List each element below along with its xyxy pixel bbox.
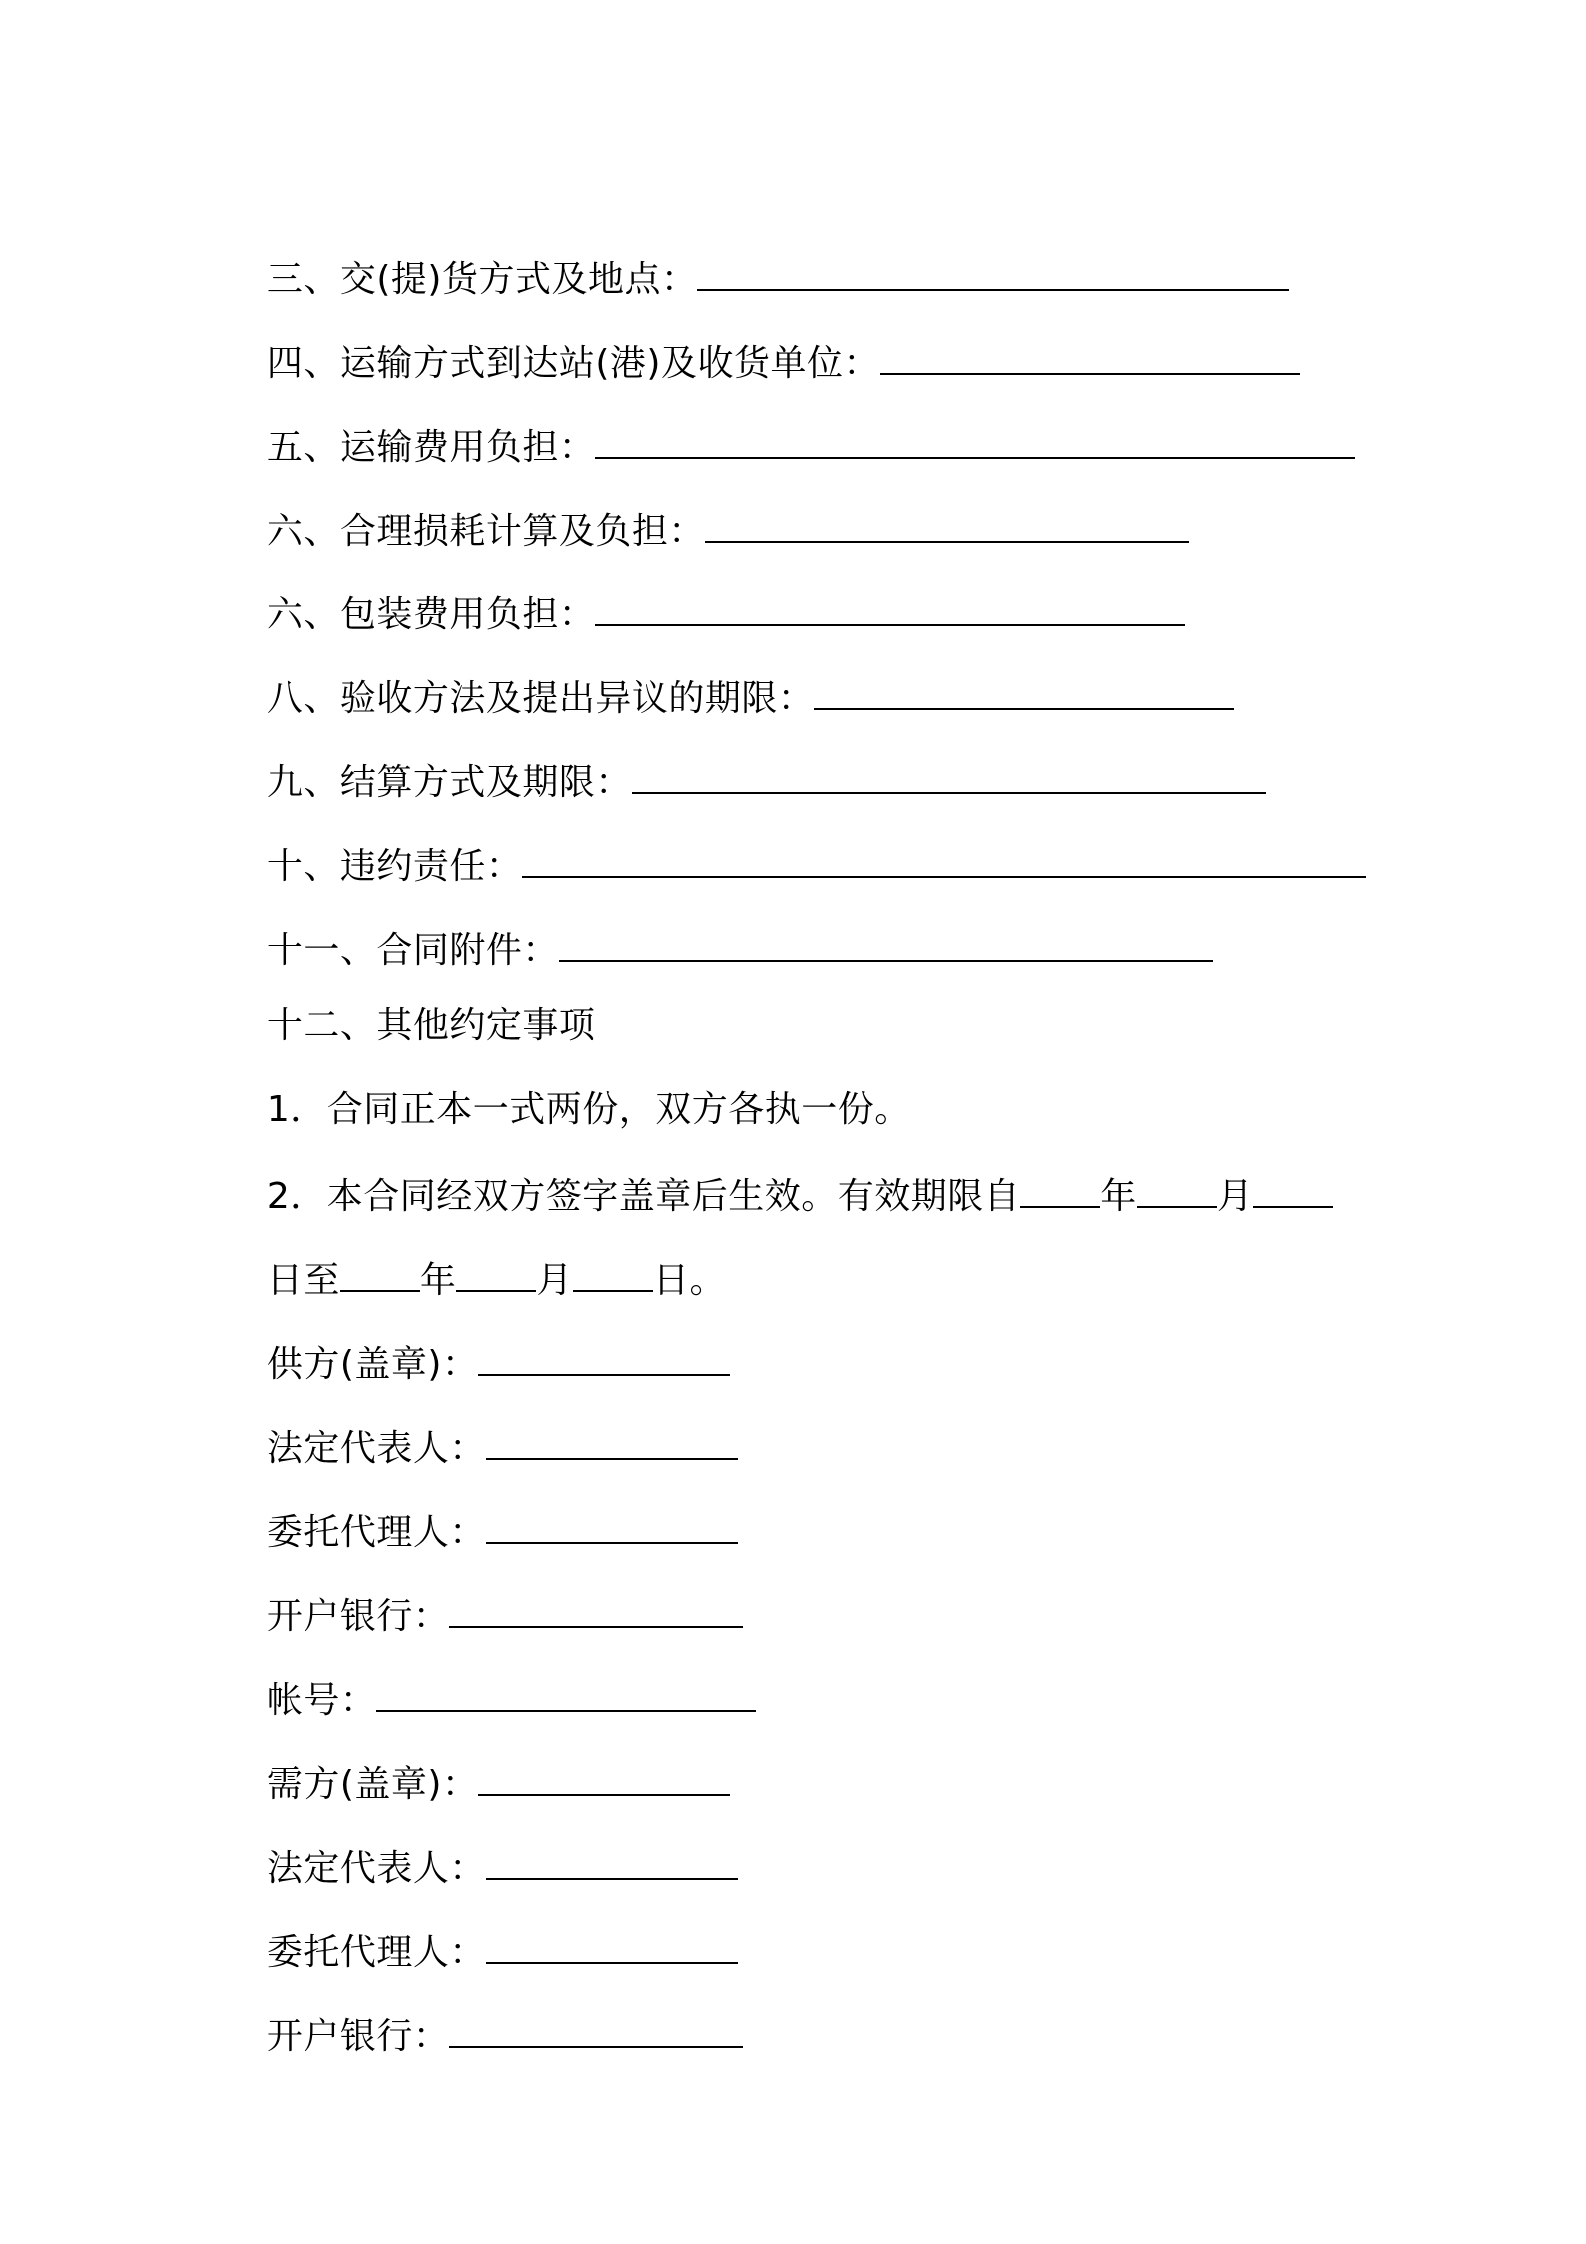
- buyer-seal-row: [243, 1716, 730, 1805]
- field-label: 帐号：: [266, 1680, 377, 1721]
- clause-label: 九、结算方式及期限：: [266, 762, 632, 803]
- signature-blank[interactable]: [486, 1508, 738, 1544]
- supplier-agent-row: [243, 1464, 738, 1553]
- day-blank[interactable]: [573, 1256, 653, 1292]
- clause-label: 四、运输方式到达站(港)及收货单位：: [266, 343, 880, 384]
- day-blank[interactable]: [1253, 1172, 1333, 1208]
- signature-blank[interactable]: [486, 1928, 738, 1964]
- clause-label: 八、验收方法及提出异议的期限：: [266, 678, 815, 719]
- clause-label: 十二、其他约定事项: [266, 1005, 596, 1046]
- month-label: 月: [536, 1260, 573, 1301]
- buyer-agent-row: [243, 1884, 738, 1973]
- field-label: 需方(盖章)：: [266, 1764, 479, 1805]
- clause-inspection: [243, 630, 1234, 719]
- supplier-seal-row: [243, 1296, 730, 1385]
- year-blank[interactable]: [1020, 1172, 1100, 1208]
- supplier-legal-rep-row: [243, 1380, 738, 1469]
- buyer-bank-row: [243, 1968, 743, 2057]
- clause-settlement: [243, 714, 1266, 803]
- signature-blank[interactable]: [486, 1844, 738, 1880]
- clause-label: 十一、合同附件：: [266, 930, 559, 971]
- month-label: 月: [1216, 1176, 1254, 1217]
- term-validity: [243, 1128, 1333, 1217]
- field-label: 委托代理人：: [266, 1512, 486, 1553]
- fill-in-blank[interactable]: [559, 926, 1213, 962]
- fill-in-blank[interactable]: [705, 507, 1189, 543]
- clause-transport-cost: [243, 379, 1355, 468]
- month-blank[interactable]: [1137, 1172, 1217, 1208]
- fill-in-blank[interactable]: [880, 339, 1300, 375]
- clause-attachments: [243, 882, 1213, 971]
- clause-label: 三、交(提)货方式及地点：: [266, 259, 698, 300]
- clause-label: 六、包装费用负担：: [266, 594, 596, 635]
- field-label: 法定代表人：: [266, 1848, 486, 1889]
- day-to-label: 日至: [266, 1260, 340, 1301]
- signature-blank[interactable]: [478, 1340, 730, 1376]
- field-label: 开户银行：: [266, 1596, 450, 1637]
- clause-transport: [243, 295, 1300, 384]
- signature-blank[interactable]: [376, 1676, 756, 1712]
- field-label: 开户银行：: [266, 2016, 450, 2057]
- clause-liability: [243, 798, 1366, 887]
- signature-blank[interactable]: [449, 1592, 743, 1628]
- field-label: 委托代理人：: [266, 1932, 486, 1973]
- field-label: 法定代表人：: [266, 1428, 486, 1469]
- signature-blank[interactable]: [486, 1424, 738, 1460]
- fill-in-blank[interactable]: [595, 423, 1355, 459]
- month-blank[interactable]: [456, 1256, 536, 1292]
- year-label: 年: [1100, 1176, 1137, 1217]
- clause-label: 五、运输费用负担：: [266, 427, 596, 468]
- fill-in-blank[interactable]: [632, 758, 1266, 794]
- signature-blank[interactable]: [478, 1760, 730, 1796]
- term-text: 1．合同正本一式两份，双方各执一份。: [266, 1089, 911, 1130]
- term-copies: [243, 1044, 911, 1130]
- clause-label: 六、合理损耗计算及负担：: [266, 511, 705, 552]
- clause-packaging-cost: [243, 546, 1185, 635]
- year-label: 年: [419, 1260, 457, 1301]
- clause-delivery: [243, 211, 1289, 300]
- fill-in-blank[interactable]: [697, 255, 1289, 291]
- term-validity-end: [243, 1212, 726, 1301]
- fill-in-blank[interactable]: [595, 590, 1185, 626]
- buyer-legal-rep-row: [243, 1800, 738, 1889]
- clause-other: [243, 960, 596, 1046]
- day-end-label: 日。: [652, 1260, 726, 1301]
- supplier-bank-row: [243, 1548, 743, 1637]
- year-blank[interactable]: [340, 1256, 420, 1292]
- clause-loss: [243, 463, 1189, 552]
- field-label: 供方(盖章)：: [266, 1344, 479, 1385]
- signature-blank[interactable]: [449, 2012, 743, 2048]
- term-text: 2．本合同经双方签字盖章后生效。有效期限自: [266, 1176, 1021, 1217]
- supplier-account-row: [243, 1632, 756, 1721]
- fill-in-blank[interactable]: [814, 674, 1234, 710]
- fill-in-blank[interactable]: [522, 842, 1366, 878]
- clause-label: 十、违约责任：: [266, 846, 523, 887]
